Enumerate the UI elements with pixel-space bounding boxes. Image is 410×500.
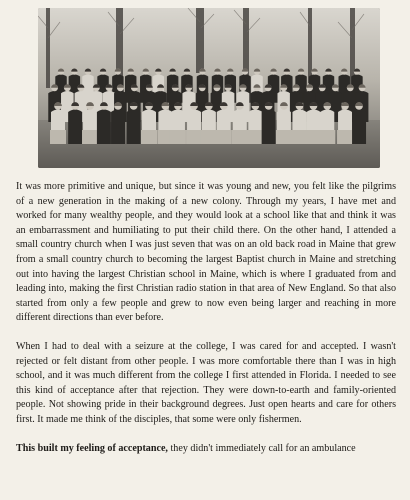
person-figure [68, 110, 82, 145]
person-figure [247, 130, 263, 144]
person-figure [141, 130, 157, 144]
person-figure [232, 130, 248, 144]
person-figure [216, 130, 232, 144]
person-figure [111, 110, 125, 145]
person-figure [50, 130, 66, 144]
person-figure [262, 110, 276, 145]
person-figure [319, 130, 335, 144]
paragraph-3-text: they didn't immediately call for an ambulance [167, 442, 356, 454]
paragraph-3 [16, 442, 396, 457]
group-photo-illustration [38, 8, 380, 168]
person-figure [97, 110, 111, 145]
paragraph-3-bold-lead: This built my feeling of acceptance, [16, 442, 168, 454]
person-figure [291, 130, 307, 144]
person-figure [170, 130, 186, 144]
body-text [16, 180, 396, 456]
paragraph-1: It was more primitive and unique, but since it was young and new, you felt like the pilgrims of a new generation in the making of a new colony. Through my years, I have met and worked for many wealthy people, and they would look at a school like that and think it was an embarrassment and humiliating to put their child there. On the other hand, I attended a small country church when I was just seven that was on an old back road in Maine that grew from a small country church to becoming the largest Baptist church in Maine and stretching out into having the largest Christian school in Maine, which is where I graduated from and leading into, making the first Christian radio station in that area of New England. So that also started from only a few people and grew to now even being larger and reaching in more different directions than ever before. [16, 181, 396, 324]
person-figure [352, 110, 366, 145]
paragraph-2: When I had to deal with a seizure at the college, I was cared for and accepted. I wasn't rejected or felt distant from other people. I was more comfortable there than I was in high school, and it was much different from the college I first attended in Florida. I needed to see this kind of acceptance after that rejection. They were down-to-earth and family-oriented people. Not showing pride in their background degrees. Just open hearts and care for others first. It made me think of the disciples, that some were only fishermen. [16, 340, 396, 425]
person-figure [82, 130, 98, 144]
person-figure [186, 130, 202, 144]
group-photo [38, 8, 380, 168]
person-figure [337, 130, 353, 144]
person-figure [276, 130, 292, 144]
person-figure [305, 130, 321, 144]
person-figure [201, 130, 217, 144]
person-figure [127, 110, 141, 145]
